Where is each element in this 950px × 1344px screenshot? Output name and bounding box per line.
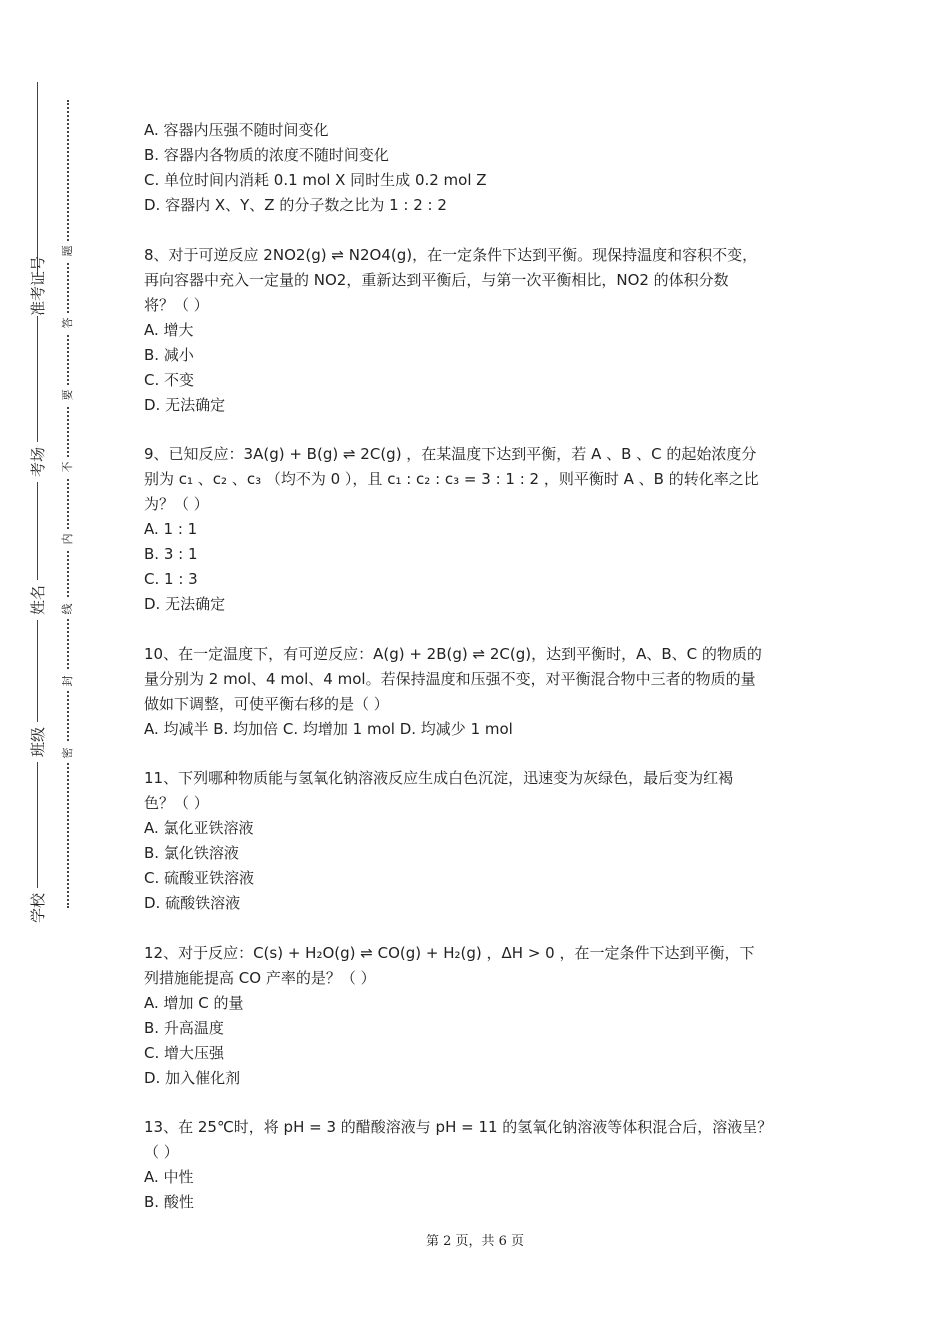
name-label: 姓名 — [28, 580, 48, 620]
seal-char: 要 — [61, 385, 75, 405]
seal-char: 封 — [61, 671, 75, 691]
question-text: 再向容器中充入一定量的 NO2，重新达到平衡后，与第一次平衡相比，NO2 的体积分数 — [144, 270, 729, 289]
page-number: 第 2 页，共 6 页 — [425, 1234, 525, 1249]
question-text: 列措施能提高 CO 产率的是？（ ） — [144, 968, 376, 987]
option: A. 增大 — [144, 320, 194, 339]
option: A. 氯化亚铁溶液 — [144, 819, 254, 837]
exam-id-label: 准考证号 — [29, 255, 47, 316]
option: D. 无法确定 — [144, 595, 226, 613]
question-12 — [144, 941, 824, 1091]
seal-char: 答 — [61, 313, 75, 333]
question-body — [144, 118, 824, 1215]
binding-dotted-line — [67, 100, 69, 908]
school-label: 学校 — [28, 888, 48, 928]
question-text: 别为 c₁ 、c₂ 、c₃ （均不为 0 ），且 c₁ : c₂ : c₃ = 3 : 1 : 2 ，则平衡时 A 、B 的转化率之比 — [144, 470, 759, 488]
question-text: 9、已知反应：3A(g) + B(g) ⇌ 2C(g) ，在某温度下达到平衡，若 A 、B 、C 的起始浓度分 — [144, 445, 757, 463]
option: D. 容器内 X、Y、Z 的分子数之比为 1 : 2 : 2 — [144, 196, 447, 214]
option: B. 酸性 — [144, 1193, 194, 1211]
question-text: 10、在一定温度下，有可逆反应：A(g) + 2B(g) ⇌ 2C(g)，达到平衡时，A、B、C 的物质的 — [144, 644, 762, 663]
option: A. 增加 C 的量 — [144, 993, 244, 1012]
option: A. 容器内压强不随时间变化 — [144, 121, 329, 139]
seal-char: 密 — [61, 743, 75, 763]
question-13 — [144, 1115, 824, 1215]
option: B. 氯化铁溶液 — [144, 844, 239, 862]
seal-char: 内 — [61, 529, 75, 549]
option: C. 不变 — [144, 370, 195, 389]
option: C. 增大压强 — [144, 1043, 225, 1062]
option: A. 均减半 B. 均加倍 C. 均增加 1 mol D. 均减少 1 mol — [144, 719, 513, 738]
previous-question-options — [144, 118, 824, 218]
exam-room-label: 考场 — [28, 442, 48, 482]
option: B. 减小 — [144, 345, 194, 364]
question-text: 量分别为 2 mol、4 mol、4 mol。若保持温度和压强不变，对平衡混合物中三者的物质的量 — [144, 669, 756, 688]
option: C. 单位时间内消耗 0.1 mol X 同时生成 0.2 mol Z — [144, 171, 487, 189]
question-text: 12、对于反应：C(s) + H₂O(g) ⇌ CO(g) + H₂(g) ，ΔH > 0 ，在一定条件下达到平衡，下 — [144, 943, 755, 962]
binding-solid-line — [37, 82, 38, 922]
option: B. 升高温度 — [144, 1018, 224, 1037]
question-text: 色？（ ） — [144, 794, 209, 812]
question-10 — [144, 642, 824, 742]
question-text: 8、对于可逆反应 2NO2(g) ⇌ N2O4(g)，在一定条件下达到平衡。现保持温度和容积不变， — [144, 245, 758, 264]
seal-char: 题 — [61, 241, 75, 261]
class-label: 班级 — [28, 722, 48, 762]
question-text: 将？（ ） — [144, 295, 209, 314]
seal-char: 不 — [61, 457, 75, 477]
option: C. 1 : 3 — [144, 570, 198, 588]
question-text: 13、在 25℃时，将 pH = 3 的醋酸溶液与 pH = 11 的氢氧化钠溶液等体积混合后，溶液呈？ — [144, 1118, 773, 1136]
question-text: 为？（ ） — [144, 495, 209, 513]
option: D. 硫酸铁溶液 — [144, 894, 241, 912]
question-text: 做如下调整，可使平衡右移的是（ ） — [144, 694, 389, 713]
question-text: （ ） — [144, 1143, 179, 1161]
option: D. 加入催化剂 — [144, 1068, 241, 1087]
seal-char: 线 — [61, 599, 75, 619]
option: B. 容器内各物质的浓度不随时间变化 — [144, 146, 389, 164]
question-11 — [144, 766, 824, 916]
question-8 — [144, 243, 824, 418]
option: A. 中性 — [144, 1168, 194, 1186]
question-9 — [144, 442, 824, 617]
option: B. 3 : 1 — [144, 545, 198, 563]
option: C. 硫酸亚铁溶液 — [144, 869, 255, 887]
option: A. 1 : 1 — [144, 520, 198, 538]
question-text: 11、下列哪种物质能与氢氧化钠溶液反应生成白色沉淀，迅速变为灰绿色，最后变为红褐 — [144, 769, 734, 787]
option: D. 无法确定 — [144, 395, 226, 414]
